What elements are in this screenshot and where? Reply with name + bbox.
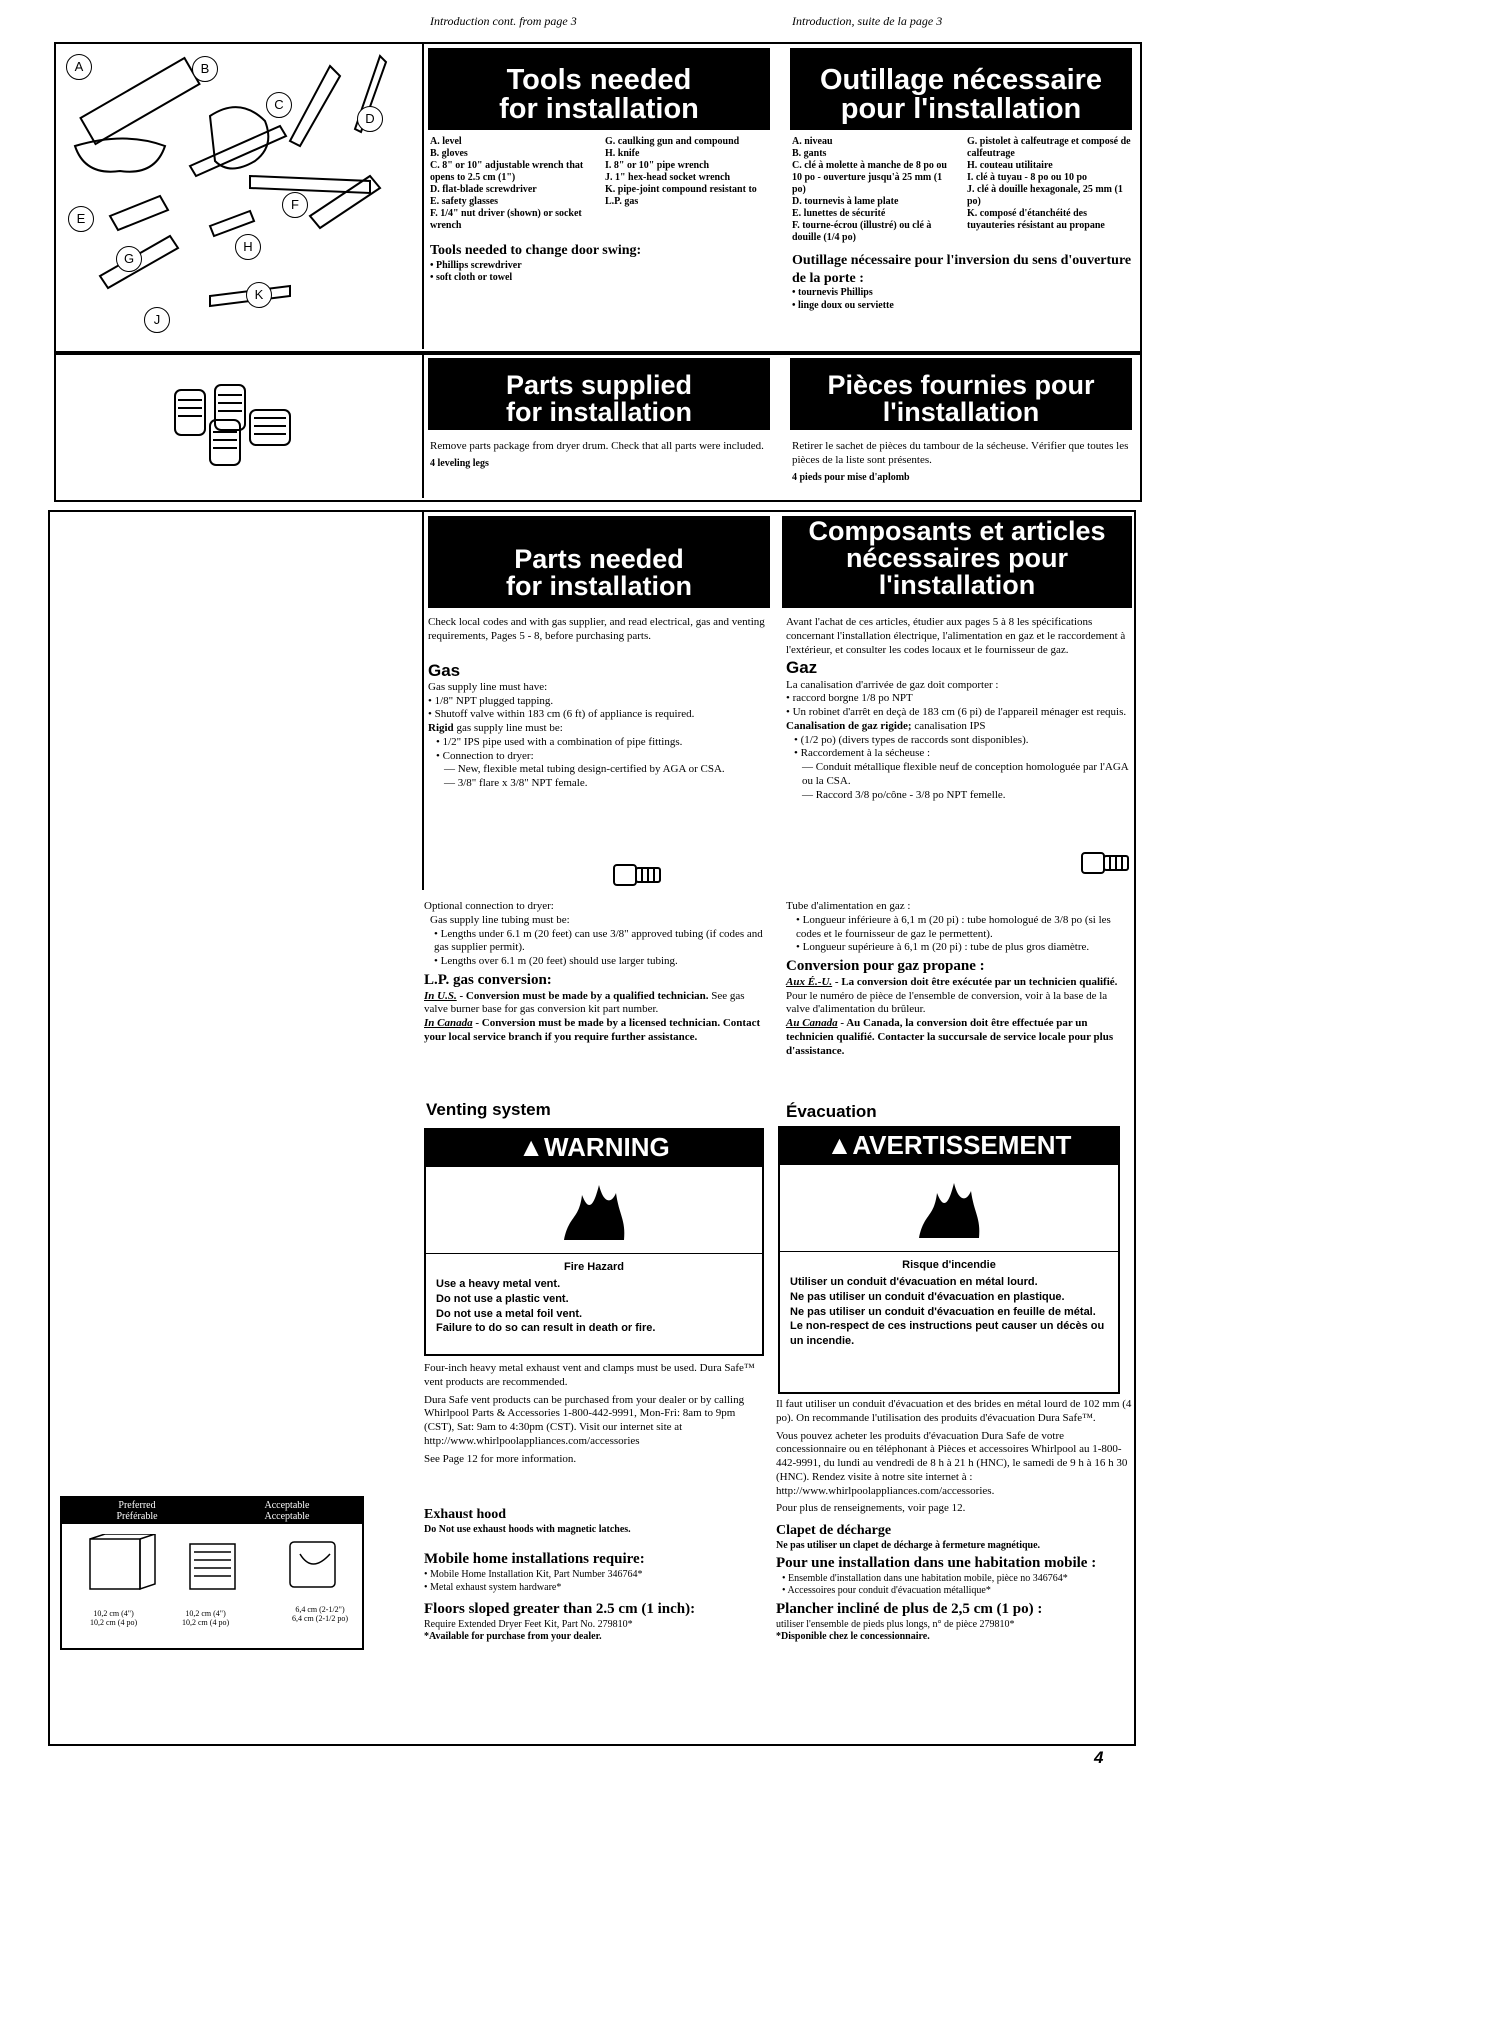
tool-item: E. lunettes de sécurité	[792, 208, 886, 219]
dimension-label: 6,4 cm (2-1/2") 6,4 cm (2-1/2 po)	[292, 1605, 348, 1623]
mobile-home-item: • Mobile Home Installation Kit, Part Number 346764*	[424, 1569, 643, 1580]
exhaust-hoods-figure	[60, 1496, 364, 1650]
venting-heading-fr: Évacuation	[786, 1102, 877, 1121]
lp-canada-text: - Au Canada, la conversion doit être effectuée par un technicien qualifié. Contacter la succursale de service locale pour plus d'assistance.	[786, 1017, 1114, 1057]
tool-item: G. caulking gun and compound	[605, 136, 740, 147]
tool-item: C. 8" or 10" adjustable wrench that opens to 2.5 cm (1")	[430, 160, 584, 183]
tool-item: F. 1/4" nut driver (shown) or socket wrench	[430, 208, 582, 231]
sloped-floor-title: Floors sloped greater than 2.5 cm (1 inch):	[424, 1601, 696, 1617]
preferred-label-fr: Préférable	[116, 1511, 158, 1522]
tool-item: A. niveau	[792, 136, 833, 147]
lp-us-note: See gas valve burner base for gas conversion kit part number.	[424, 989, 745, 1016]
warning-line: Failure to do so can result in death or fire.	[436, 1322, 656, 1335]
label-b: B	[192, 56, 218, 82]
leveling-legs-label: 4 leveling legs	[430, 457, 489, 469]
warning-line: Do not use a plastic vent.	[436, 1292, 569, 1305]
tool-item: J. 1" hex-head socket wrench	[605, 172, 731, 183]
sloped-floor-text: Require Extended Dryer Feet Kit, Part No. 279810*	[424, 1618, 633, 1630]
tools-illustration	[60, 46, 410, 336]
tool-item: F. tourne-écrou (illustré) ou clé à douille (1/4 po)	[792, 220, 932, 243]
rigid-line: • 1/2" IPS pipe used with a combination of pipe fittings.	[436, 735, 683, 748]
page-number: 4	[1094, 1748, 1104, 1767]
door-swing-title-en: Tools needed to change door swing:	[430, 243, 642, 258]
tool-item: H. couteau utilitaire	[967, 160, 1053, 171]
fire-icon	[780, 1165, 1118, 1252]
dimension-label: 10,2 cm (4") 10,2 cm (4 po)	[90, 1609, 138, 1627]
optional-line: Tube d'alimentation en gaz :	[786, 900, 911, 912]
acceptable-label-fr: Acceptable	[264, 1511, 310, 1522]
parts-needed-divider	[422, 510, 424, 890]
tool-item: G. pistolet à calfeutrage et composé de calfeutrage	[967, 136, 1131, 159]
gas-line: • raccord borgne 1/8 po NPT	[786, 692, 913, 705]
parts-supplied-paragraph: Retirer le sachet de pièces du tambour de la sécheuse. Vérifier que toutes les pièces de la liste sont présentes.	[792, 440, 1129, 466]
mobile-home-item: • Ensemble d'installation dans une habitation mobile, pièce no 346764*	[782, 1572, 1068, 1584]
availability-note: *Disponible chez le concessionnaire.	[776, 1631, 930, 1642]
outer-left-border	[48, 510, 50, 1744]
lp-us-label: Aux É.-U.	[786, 975, 833, 988]
tools-title-fr: Outillage nécessaire pour l'installation	[790, 48, 1132, 130]
rigid-line: — Conduit métallique flexible neuf de conception homologuée par l'AGA ou la CSA.	[802, 761, 1129, 787]
label-k: K	[246, 282, 272, 308]
warning-header: ▲AVERTISSEMENT	[780, 1128, 1118, 1165]
warning-line: Do not use a metal foil vent.	[436, 1307, 583, 1320]
flare-fitting-icon	[1080, 848, 1132, 878]
tool-item: B. gloves	[430, 148, 468, 159]
warning-line: Ne pas utiliser un conduit d'évacuation en feuille de métal.	[790, 1305, 1096, 1318]
venting-paragraph: Dura Safe vent products can be purchased from your dealer or by calling Whirlpool Parts & Accessories 1-800-442-9991, Mon-Fri: 8am to 9pm (CST), Sat: 9am to 4:30pm (CST). Visit our internet site at http://www.whirlpoolappliances.com/accessories	[424, 1393, 745, 1447]
lp-us-label: In U.S.	[424, 989, 457, 1002]
rigid-line: — New, flexible metal tubing design-certified by AGA or CSA.	[444, 763, 725, 776]
caulk-gun-icon	[110, 196, 168, 230]
tool-item: D. tournevis à lame plate	[792, 196, 899, 207]
sloped-floor-text: utiliser l'ensemble de pieds plus longs, n° de pièce 279810*	[776, 1618, 1015, 1630]
optional-line: • Lengths under 6.1 m (20 feet) can use 3/8" approved tubing (if codes and gas supplier permit).	[434, 927, 763, 954]
door-swing-item: • tournevis Phillips	[792, 287, 873, 298]
level-icon	[81, 58, 200, 144]
parts-supplied-text-en	[430, 440, 770, 470]
door-swing-item: • Phillips screwdriver	[430, 259, 522, 271]
parts-needed-title-fr: Composants et articles nécessaires pour l'installation	[782, 516, 1132, 608]
optional-connection-fr	[786, 900, 1132, 1058]
door-swing-item: • soft cloth or towel	[430, 272, 513, 283]
lp-conversion-title: Conversion pour gaz propane :	[786, 958, 985, 974]
tool-item: E. safety glasses	[430, 196, 499, 207]
lp-canada-text: - Conversion must be made by a licensed technician. Contact your local service branch if you require further assistance.	[424, 1017, 761, 1043]
optional-line: Gas supply line tubing must be:	[430, 913, 570, 926]
gas-line: • Un robinet d'arrêt en deçà de 183 cm (6 pi) de l'appareil ménager est requis.	[786, 706, 1127, 718]
warning-box-fr	[778, 1126, 1120, 1394]
knife-icon	[210, 211, 254, 236]
mobile-home-item: • Metal exhaust system hardware*	[424, 1581, 562, 1593]
warning-header: ▲WARNING	[426, 1130, 762, 1167]
mobile-home-title: Pour une installation dans une habitation mobile :	[776, 1555, 1097, 1571]
gas-line: • Shutoff valve within 183 cm (6 ft) of appliance is required.	[428, 708, 695, 721]
optional-line: • Lengths over 6.1 m (20 feet) should use larger tubing.	[434, 955, 678, 967]
gas-heading: Gaz	[786, 658, 818, 678]
tool-item: I. 8" or 10" pipe wrench	[605, 160, 710, 171]
tool-item: J. clé à douille hexagonale, 25 mm (1 po)	[967, 184, 1123, 207]
exhaust-hood-title: Clapet de décharge	[776, 1523, 892, 1538]
exhaust-hood-text: Do Not use exhaust hoods with magnetic latches.	[424, 1523, 631, 1535]
rigid-line: — Raccord 3/8 po/cône - 3/8 po NPT femelle.	[802, 788, 1006, 801]
exhaust-hood-text: Ne pas utiliser un clapet de décharge à fermeture magnétique.	[776, 1539, 1041, 1551]
venting-paragraph: See Page 12 for more information.	[424, 1452, 577, 1465]
warning-line: Utiliser un conduit d'évacuation en métal lourd.	[790, 1275, 1038, 1288]
rigid-text: canalisation IPS	[911, 719, 986, 732]
venting-paragraph: Vous pouvez acheter les produits d'évacuation Dura Safe de votre concessionnaire ou en téléphonant à Pièces et accessoires Whirlpool au 1-800-442-9991, du lundi au vendredi de 8 h à 21 h (HNC), le samedi de 9 h à 16 h 30 (HNC). Rendez visite à notre site internet à : http://www.whirlpoolappliances.com/accessories.	[776, 1429, 1128, 1497]
tool-item: H. knife	[605, 148, 640, 159]
warning-box-en	[424, 1128, 764, 1356]
exhaust-hoods-header	[62, 1498, 362, 1524]
venting-heading-en: Venting system	[426, 1100, 551, 1119]
rigid-line: • Raccordement à la sécheuse :	[794, 747, 931, 760]
gloves-icon	[210, 107, 268, 168]
wrench-icon	[290, 66, 340, 146]
tool-item: A. level	[430, 136, 462, 147]
parts-supplied-divider	[422, 355, 424, 498]
mobile-home-title: Mobile home installations require:	[424, 1551, 645, 1568]
warning-triangle-icon: ▲	[826, 1130, 853, 1160]
tool-item: C. clé à molette à manche de 8 po ou 10 po - ouverture jusqu'à 25 mm (1 po)	[792, 160, 947, 195]
tool-item: D. flat-blade screwdriver	[430, 184, 537, 195]
label-c: C	[266, 92, 292, 118]
lp-us-text: - La conversion doit être exécutée par un technicien qualifié.	[832, 975, 1118, 988]
availability-note: *Available for purchase from your dealer.	[424, 1631, 602, 1643]
warning-line: Le non-respect de ces instructions peut causer un décès ou un incendie.	[790, 1320, 1105, 1348]
label-j: J	[144, 307, 170, 333]
rigid-text: gas supply line must be:	[453, 722, 563, 734]
warning-line: Ne pas utiliser un conduit d'évacuation en plastique.	[790, 1290, 1065, 1303]
warning-triangle-icon: ▲	[518, 1132, 545, 1162]
lp-canada-label: In Canada	[424, 1017, 473, 1029]
tool-item: K. pipe-joint compound resistant to L.P. gas	[605, 184, 757, 207]
rigid-line: • (1/2 po) (divers types de raccords sont disponibles).	[794, 733, 1029, 746]
tools-list-fr	[792, 136, 1132, 312]
parts-supplied-title-fr: Pièces fournies pour l'installation	[790, 358, 1132, 430]
tool-item: I. clé à tuyau - 8 po ou 10 po	[967, 172, 1088, 183]
rigid-line: — 3/8" flare x 3/8" NPT female.	[444, 777, 588, 789]
rigid-label: Canalisation de gaz rigide;	[786, 719, 912, 732]
leveling-legs-illustration	[170, 380, 300, 470]
mobile-home-item: • Accessoires pour conduit d'évacuation métallique*	[782, 1585, 991, 1597]
exhaust-hood-title: Exhaust hood	[424, 1507, 507, 1523]
parts-supplied-title-en: Parts supplied for installation	[428, 358, 770, 430]
parts-supplied-text-fr	[792, 440, 1132, 484]
door-swing-title-fr: Outillage nécessaire pour l'inversion du sens d'ouverture de la porte :	[792, 253, 1132, 286]
tool-item: K. composé d'étanchéité des tuyauteries résistant au propane	[967, 208, 1105, 231]
venting-paragraph: Four-inch heavy metal exhaust vent and clamps must be used. Dura Safe™ vent products are recommended.	[424, 1362, 755, 1388]
rigid-label: Rigid	[428, 722, 454, 734]
lp-canada-label: Au Canada	[786, 1017, 838, 1029]
label-g: G	[116, 246, 142, 272]
lp-us-text: - Conversion must be made by a qualified technician.	[456, 989, 709, 1002]
acceptable-label: Acceptable	[264, 1500, 310, 1511]
fire-icon	[426, 1167, 762, 1254]
warning-line: Use a heavy metal vent.	[436, 1277, 561, 1290]
header-right: Introduction, suite de la page 3	[792, 14, 943, 28]
parts-supplied-paragraph: Remove parts package from dryer drum. Check that all parts were included.	[430, 440, 764, 452]
hazard-title: Risque d'incendie	[902, 1259, 996, 1271]
door-swing-item: • linge doux ou serviette	[792, 299, 894, 311]
header-left: Introduction cont. from page 3	[430, 14, 577, 28]
exhaust-hoods-drawing	[70, 1534, 360, 1604]
gas-heading: Gas	[428, 660, 461, 680]
label-f: F	[282, 192, 308, 218]
tools-title-en: Tools needed for installation	[428, 48, 770, 130]
lp-us-note: Pour le numéro de pièce de l'ensemble de conversion, voir à la base de la valve d'alimentation du brûleur.	[786, 989, 1108, 1016]
venting-paragraph: Il faut utiliser un conduit d'évacuation et des brides en métal lourd de 102 mm (4 po). On recommande l'utilisation des produits d'évacuation Dura Safe™.	[776, 1398, 1132, 1424]
gas-line: • 1/8" NPT plugged tapping.	[428, 694, 554, 707]
preferred-label: Preferred	[118, 1500, 156, 1511]
leveling-legs-label: 4 pieds pour mise d'aplomb	[792, 471, 910, 483]
venting-text-fr	[776, 1398, 1136, 1644]
hazard-title: Fire Hazard	[564, 1261, 624, 1273]
gas-line: Gas supply line must have:	[428, 680, 548, 693]
tools-list-en	[430, 136, 770, 285]
lp-conversion-title: L.P. gas conversion:	[424, 971, 552, 988]
optional-line: Optional connection to dryer:	[424, 900, 554, 912]
optional-line: • Longueur supérieure à 6,1 m (20 pi) : tube de plus gros diamètre.	[796, 941, 1090, 954]
optional-connection-en	[424, 900, 768, 1045]
venting-text-en	[424, 1362, 764, 1644]
label-h: H	[235, 234, 261, 260]
optional-line: • Longueur inférieure à 6,1 m (20 pi) : tube homologué de 3/8 po (si les codes et le fournisseur de gaz le permettent).	[796, 913, 1111, 940]
parts-needed-en	[428, 616, 768, 791]
label-e: E	[68, 206, 94, 232]
parts-needed-fr	[786, 616, 1132, 802]
sloped-floor-title: Plancher incliné de plus de 2,5 cm (1 po) :	[776, 1600, 1043, 1617]
parts-needed-title-en: Parts needed for installation	[428, 516, 770, 608]
screwdriver-flat-icon	[250, 176, 370, 193]
flare-fitting-icon	[612, 860, 664, 890]
gas-line: La canalisation d'arrivée de gaz doit comporter :	[786, 678, 999, 691]
label-a: A	[66, 54, 92, 80]
tools-divider	[422, 44, 424, 349]
parts-needed-intro: Check local codes and with gas supplier, and read electrical, gas and venting requirements, Pages 5 - 8, before purchasing parts.	[428, 616, 765, 642]
parts-needed-intro: Avant l'achat de ces articles, étudier aux pages 5 à 8 les spécifications concernant l'installation électrique, l'alimentation en gaz et le raccordement à l'extérieur, et consulter les codes locaux et le fournisseur de gaz.	[786, 616, 1126, 656]
rigid-line: • Connection to dryer:	[436, 749, 534, 762]
dimension-label: 10,2 cm (4") 10,2 cm (4 po)	[182, 1609, 230, 1627]
tool-item: B. gants	[792, 148, 827, 159]
venting-paragraph: Pour plus de renseignements, voir page 12.	[776, 1502, 966, 1515]
label-d: D	[357, 106, 383, 132]
safety-glasses-icon	[75, 139, 165, 172]
